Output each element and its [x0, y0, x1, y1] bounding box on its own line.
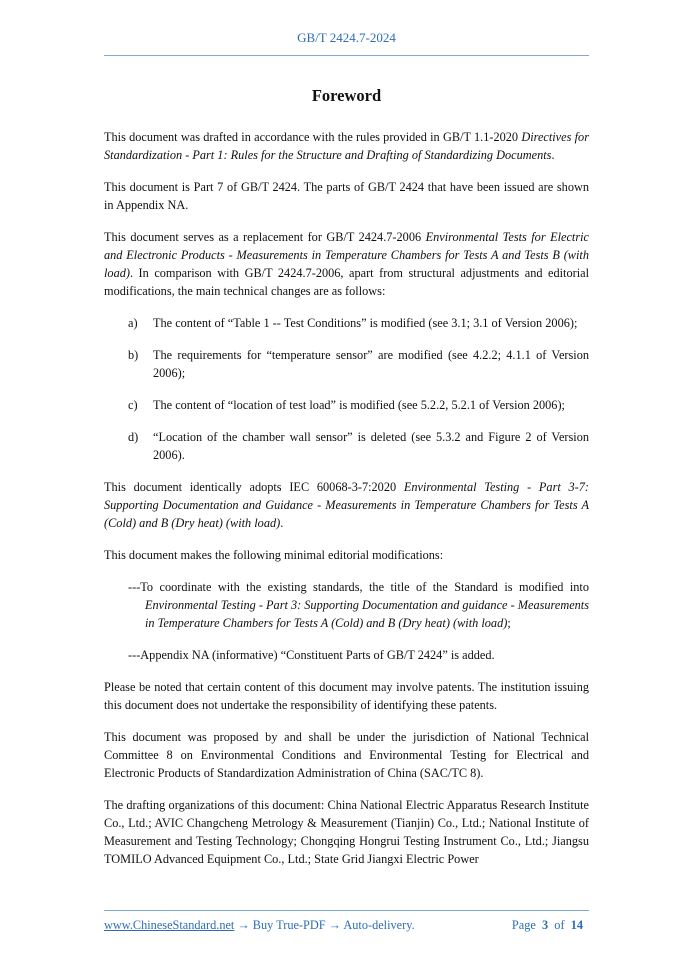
of-label: of [554, 918, 565, 932]
arrow-icon: → [237, 918, 250, 932]
footer-promo [104, 918, 415, 933]
page-current: 3 [541, 918, 549, 932]
page-label: Page [511, 918, 536, 932]
paragraph-patents: Please be noted that certain content of this document may involve patents. The institution issuing this document does not undertake the responsibility of identifying these patents. [104, 680, 589, 712]
list-item-text: The content of “Table 1 -- Test Conditions” is modified (see 3.1; 3.1 of Version 2006); [153, 316, 578, 330]
auto-delivery-text: Auto-delivery. [343, 918, 415, 932]
change-item-d [104, 428, 589, 464]
arrow-icon: → [328, 918, 341, 932]
paragraph-drafting-rules: This document was drafted in accordance with the rules provided in GB/T 1.1-2020 Directives for Standardization - Part 1: Rules for the Structure and Drafting of Standardizing Documents. [104, 130, 589, 162]
page-number [512, 918, 583, 933]
list-marker: a) [128, 316, 138, 330]
list-marker: c) [128, 398, 138, 412]
list-item-text: The content of “location of test load” is modified (see 5.2.2, 5.2.1 of Version 2006); [153, 398, 565, 412]
change-item-c [104, 396, 589, 414]
modification-item-appendix: ---Appendix NA (informative) “Constituent Parts of GB/T 2424” is added. [128, 648, 495, 662]
paragraph-modifications-intro: This document makes the following minimal editorial modifications: [104, 548, 444, 562]
paragraph-drafting-organizations: The drafting organizations of this document: China National Electric Apparatus Research Institute Co., Ltd.; AVIC Changcheng Metrology & Measurement (Tianjin) Co., Ltd.; National Institute of Measurement and Testing Technology; Chongqing Hongrui Testing Instrument Co., Ltd.; Jiangsu TOMILO Advanced Equipment Co., Ltd.; State Grid Jiangxi Electric Power [104, 798, 589, 866]
website-link[interactable]: www.ChineseStandard.net [104, 918, 235, 932]
section-title: Foreword [311, 86, 382, 105]
running-header: GB/T 2424.7-2024 [297, 30, 396, 45]
list-marker: d) [128, 430, 139, 444]
list-item-text: The requirements for “temperature sensor” are modified (see 4.2.2; 4.1.1 of Version 2006); [153, 348, 589, 380]
buy-pdf-text: Buy True-PDF [252, 918, 326, 932]
paragraph-jurisdiction: This document was proposed by and shall be under the jurisdiction of National Technical Committee 8 on Environmental Conditions and Environmental Testing for Electrical and Electronic Products of Standardization Administration of China (SAC/TC 8). [104, 730, 589, 780]
header-divider [104, 55, 589, 56]
list-marker: b) [128, 348, 139, 362]
paragraph-replacement: This document serves as a replacement for GB/T 2424.7-2006 Environmental Tests for Electric and Electronic Products - Measurements in Temperature Chambers for Tests A and Tests B (with load). In comparison with GB/T 2424.7-2006, apart from structural adjustments and editorial modifications, the main technical changes are as follows: [104, 230, 589, 298]
paragraph-part-info: This document is Part 7 of GB/T 2424. The parts of GB/T 2424 that have been issued are shown in Appendix NA. [104, 180, 589, 212]
change-item-b [104, 346, 589, 382]
page-total: 14 [570, 918, 583, 932]
modification-item-title: ---To coordinate with the existing standards, the title of the Standard is modified into Environmental Testing - Part 3: Supporting Documentation and guidance - Measurements in Temperature Chambers for Tests A (Cold) and B (Dry heat) (with load); [128, 580, 590, 630]
document-body [104, 128, 589, 882]
list-item-text: “Location of the chamber wall sensor” is deleted (see 5.3.2 and Figure 2 of Version 2006). [153, 430, 589, 462]
change-item-a [104, 314, 589, 332]
footer-divider [104, 910, 589, 911]
paragraph-adoption: This document identically adopts IEC 60068-3-7:2020 Environmental Testing - Part 3-7: Supporting Documentation and Guidance - Measurements in Temperature Chambers for Tests A (Cold) and B (Dry heat) (with load). [104, 480, 590, 530]
